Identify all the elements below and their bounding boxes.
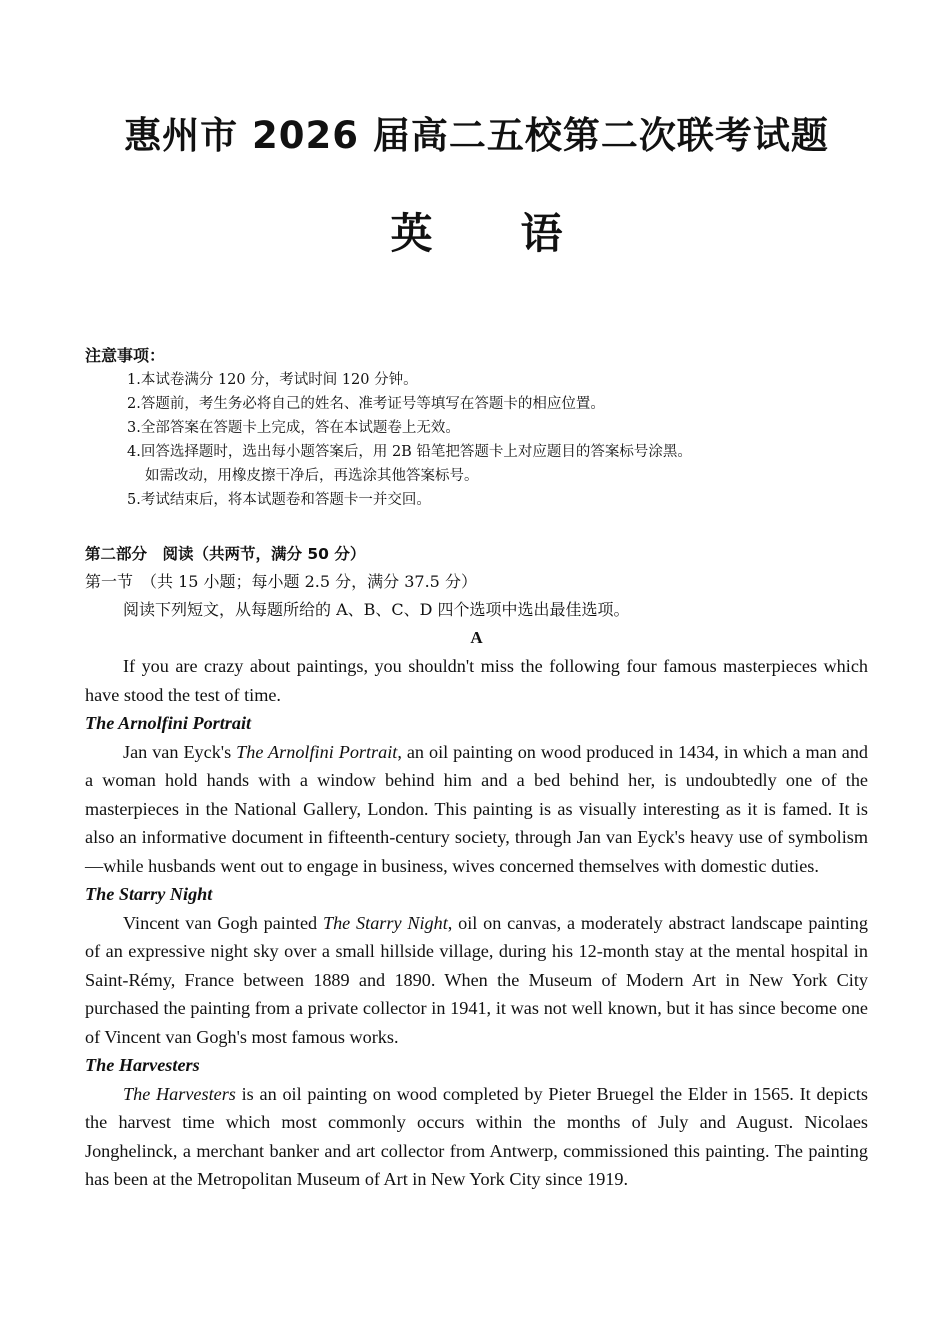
- painting-title: The Starry Night: [322, 912, 448, 933]
- paragraph-text: , an oil painting on wood produced in 1434, in which a man and a woman hold hands with a window behind him and a bed behind her, is undoubtedly one of the masterpieces in the National Gallery, London. This painting is as visually interesting as it is famed. It is also an informative document in fifteenth-century society, through Jan van Eyck's heavy use of symbolism—while husbands went out to engage in business, wives concerned themselves with domestic duties.: [85, 741, 869, 876]
- painting-heading-arnolfini: The Arnolfini Portrait: [85, 713, 252, 733]
- paragraph-starry-night: [85, 909, 868, 1052]
- subject-title: [85, 208, 868, 260]
- exam-page: [85, 0, 868, 1342]
- notice-list: [85, 368, 868, 512]
- instruction-text: 阅读下列短文，从每题所给的 A、B、C、D 四个选项中选出最佳选项。: [123, 600, 630, 619]
- painting-title: The Arnolfini Portrait: [236, 741, 398, 762]
- part-heading: 第二部分 阅读（共两节，满分 50 分）: [85, 545, 366, 563]
- painting-title: The Harvesters: [123, 1083, 236, 1104]
- subject-char-1: 英: [390, 209, 433, 258]
- passage-intro: If you are crazy about paintings, you shouldn't miss the following four famous masterpieces which have stood the test of time.: [85, 656, 868, 705]
- painting-heading-harvesters: The Harvesters: [85, 1055, 200, 1075]
- notice-item: 4.回答选择题时，选出每小题答案后，用 2B 铅笔把答题卡上对应题目的答案标号涂黑。: [127, 444, 692, 460]
- subject-char-2: 语: [520, 209, 563, 258]
- notice-item-continuation: 如需改动，用橡皮擦干净后，再选涂其他答案标号。: [145, 468, 479, 484]
- paragraph-text: Vincent van Gogh painted: [123, 912, 323, 933]
- painting-heading-starry-night: The Starry Night: [85, 884, 213, 904]
- notice-heading: 注意事项：: [85, 346, 166, 365]
- notice-item: 3.全部答案在答题卡上完成，答在本试题卷上无效。: [127, 420, 460, 436]
- notice-item: 5.考试结束后，将本试题卷和答题卡一并交回。: [127, 492, 431, 508]
- paragraph-text: Jan van Eyck's: [123, 741, 237, 762]
- exam-title: 惠州市 2026 届高二五校第二次联考试题: [124, 114, 829, 157]
- reading-part: [85, 540, 868, 1194]
- paragraph-text: , oil on canvas, a moderately abstract landscape painting of an expressive night sky over a small hillside village, during his 12-month stay at the mental hospital in Saint-Rémy, France between 1889 and 1890. When the Museum of Modern Art in New York City purchased the painting from a private collector in 1941, it was not well known, but it has since become one of Vincent van Gogh's most famous works.: [85, 912, 868, 1047]
- notice-item: 2.答题前，考生务必将自己的姓名、准考证号等填写在答题卡的相应位置。: [127, 396, 605, 412]
- paragraph-arnolfini: [85, 738, 868, 881]
- notice-item: 1.本试卷满分 120 分，考试时间 120 分钟。: [127, 372, 418, 388]
- notice-section: [85, 344, 868, 512]
- paragraph-harvesters: [85, 1080, 868, 1194]
- passage-letter: A: [470, 628, 483, 647]
- paragraph-text: is an oil painting on wood completed by Pieter Bruegel the Elder in 1565. It depicts the harvest time which most commonly occurs within the months of July and August. Nicolaes Jonghelinck, a merchant banker and art collector from Antwerp, commissioned this painting. The painting has been at the Metropolitan Museum of Art in New York City since 1919.: [85, 1083, 868, 1189]
- section-heading: 第一节 （共 15 小题；每小题 2.5 分，满分 37.5 分）: [85, 572, 477, 591]
